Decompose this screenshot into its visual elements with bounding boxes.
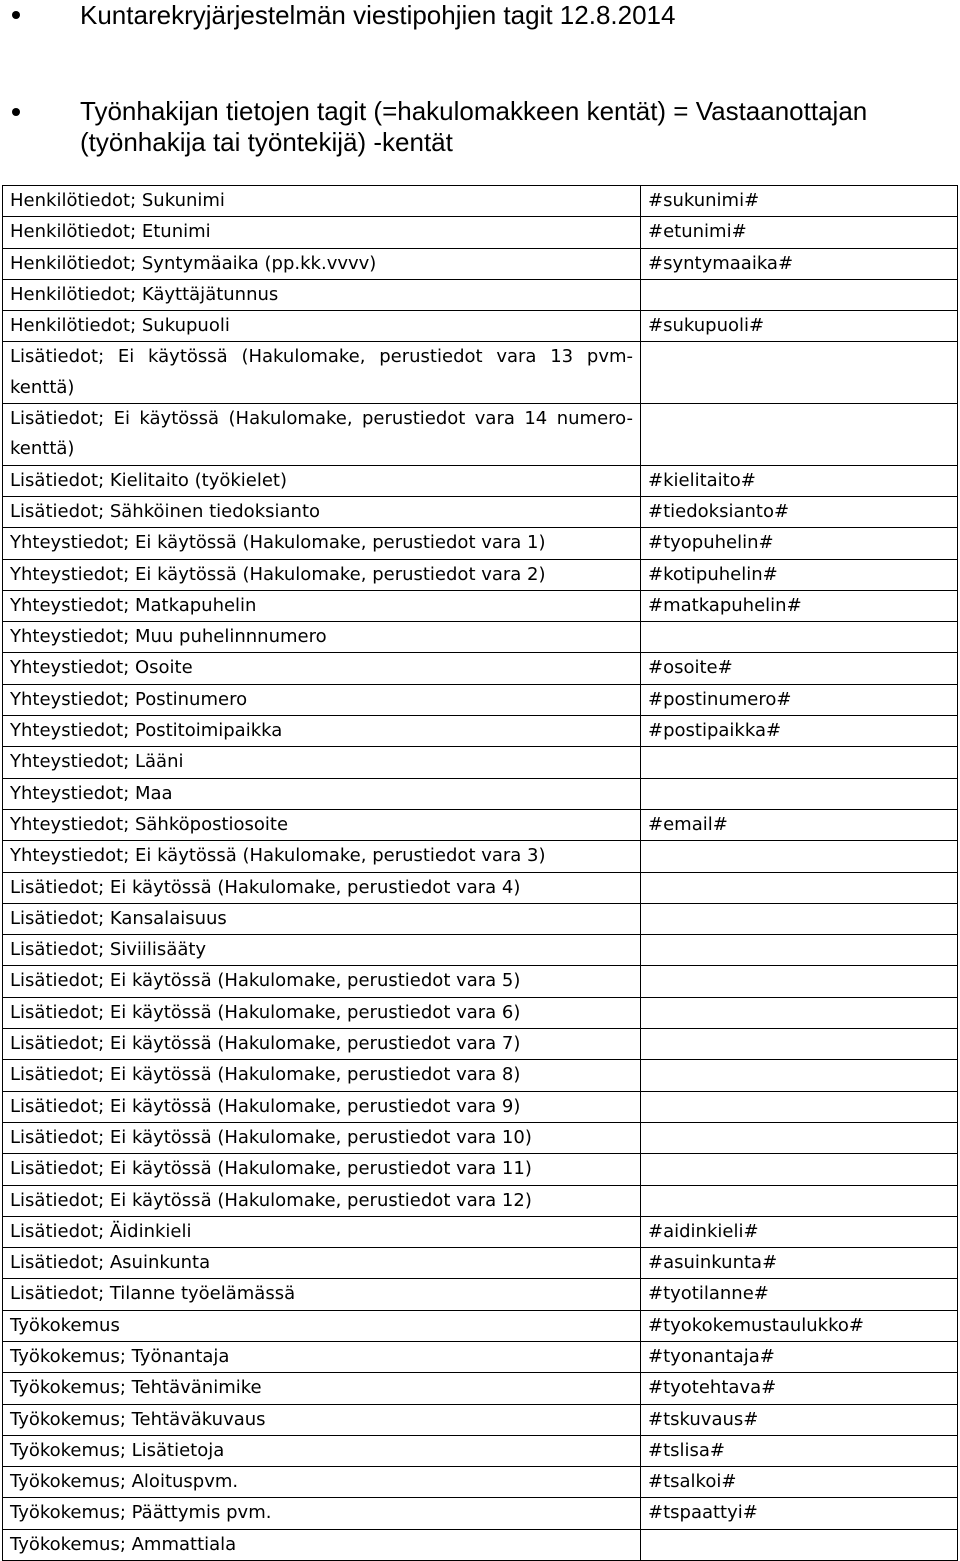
field-name-cell: Yhteystiedot; Ei käytössä (Hakulomake, perustiedot vara 3) — [3, 841, 641, 872]
table-row — [3, 1404, 958, 1435]
heading-2-text — [80, 96, 867, 158]
table-row — [3, 684, 958, 715]
table-row — [3, 809, 958, 840]
table-row — [3, 1467, 958, 1498]
table-row — [3, 1185, 958, 1216]
tag-cell: #tiedoksianto# — [641, 496, 958, 527]
field-name-cell: Lisätiedot; Kielitaito (työkielet) — [3, 465, 641, 496]
field-name-cell: Työkokemus; Työnantaja — [3, 1341, 641, 1372]
field-name-cell: Lisätiedot; Ei käytössä (Hakulomake, perustiedot vara 12) — [3, 1185, 641, 1216]
tag-cell: #tskuvaus# — [641, 1404, 958, 1435]
tag-cell — [641, 778, 958, 809]
tag-cell — [641, 1060, 958, 1091]
field-name-cell: Työkokemus; Aloituspvm. — [3, 1467, 641, 1498]
field-name-cell: Yhteystiedot; Muu puhelinnnumero — [3, 622, 641, 653]
tag-cell — [641, 404, 958, 466]
field-name-cell: Yhteystiedot; Sähköpostiosoite — [3, 809, 641, 840]
bullet-icon — [12, 11, 20, 19]
table-row — [3, 342, 958, 404]
table-row — [3, 1060, 958, 1091]
table-row — [3, 279, 958, 310]
tag-table-body — [3, 186, 958, 1561]
tag-cell: #tyokokemustaulukko# — [641, 1310, 958, 1341]
tag-cell: #postipaikka# — [641, 716, 958, 747]
bullet-icon — [12, 108, 20, 116]
field-name-cell: Henkilötiedot; Syntymäaika (pp.kk.vvvv) — [3, 248, 641, 279]
tag-cell — [641, 1091, 958, 1122]
heading-1-text: Kuntarekryjärjestelmän viestipohjien tagit 12.8.2014 — [80, 0, 676, 30]
table-row — [3, 716, 958, 747]
field-name-cell: Lisätiedot; Tilanne työelämässä — [3, 1279, 641, 1310]
field-name-cell: Lisätiedot; Ei käytössä (Hakulomake, perustiedot vara 13 pvm-kenttä) — [3, 342, 641, 404]
tag-cell — [641, 841, 958, 872]
table-row — [3, 590, 958, 621]
field-name-cell: Henkilötiedot; Sukunimi — [3, 186, 641, 217]
table-row — [3, 1498, 958, 1529]
field-name-cell: Yhteystiedot; Osoite — [3, 653, 641, 684]
tag-cell: #kotipuhelin# — [641, 559, 958, 590]
table-row — [3, 1310, 958, 1341]
table-row — [3, 966, 958, 997]
table-row — [3, 528, 958, 559]
table-row — [3, 1529, 958, 1560]
table-row — [3, 1122, 958, 1153]
tag-cell: #aidinkieli# — [641, 1216, 958, 1247]
tag-cell — [641, 1029, 958, 1060]
table-row — [3, 465, 958, 496]
field-name-cell: Lisätiedot; Ei käytössä (Hakulomake, perustiedot vara 8) — [3, 1060, 641, 1091]
heading-2-line-2: (työnhakija tai työntekijä) -kentät — [80, 127, 453, 157]
field-name-cell: Työkokemus — [3, 1310, 641, 1341]
field-name-cell: Yhteystiedot; Matkapuhelin — [3, 590, 641, 621]
tag-cell — [641, 1154, 958, 1185]
table-row — [3, 1373, 958, 1404]
field-name-cell: Yhteystiedot; Lääni — [3, 747, 641, 778]
tag-cell — [641, 279, 958, 310]
tag-cell — [641, 342, 958, 404]
table-row — [3, 622, 958, 653]
field-name-cell: Lisätiedot; Siviilisääty — [3, 935, 641, 966]
field-name-cell: Lisätiedot; Ei käytössä (Hakulomake, perustiedot vara 11) — [3, 1154, 641, 1185]
field-name-cell: Lisätiedot; Ei käytössä (Hakulomake, perustiedot vara 14 numero-kenttä) — [3, 404, 641, 466]
field-name-cell: Lisätiedot; Sähköinen tiedoksianto — [3, 496, 641, 527]
table-row — [3, 496, 958, 527]
table-row — [3, 653, 958, 684]
tag-cell: #syntymaaika# — [641, 248, 958, 279]
field-name-cell: Henkilötiedot; Sukupuoli — [3, 311, 641, 342]
table-row — [3, 217, 958, 248]
tag-cell: #tyopuhelin# — [641, 528, 958, 559]
table-row — [3, 248, 958, 279]
tag-cell — [641, 747, 958, 778]
field-name-cell: Henkilötiedot; Käyttäjätunnus — [3, 279, 641, 310]
table-row — [3, 935, 958, 966]
table-row — [3, 997, 958, 1028]
field-name-cell: Lisätiedot; Ei käytössä (Hakulomake, perustiedot vara 7) — [3, 1029, 641, 1060]
tag-cell: #sukunimi# — [641, 186, 958, 217]
table-row — [3, 1435, 958, 1466]
table-row — [3, 1248, 958, 1279]
table-row — [3, 841, 958, 872]
table-row — [3, 311, 958, 342]
tag-cell — [641, 935, 958, 966]
field-name-cell: Yhteystiedot; Ei käytössä (Hakulomake, perustiedot vara 2) — [3, 559, 641, 590]
field-name-cell: Lisätiedot; Ei käytössä (Hakulomake, perustiedot vara 4) — [3, 872, 641, 903]
table-row — [3, 747, 958, 778]
field-name-cell: Työkokemus; Ammattiala — [3, 1529, 641, 1560]
field-name-cell: Lisätiedot; Ei käytössä (Hakulomake, perustiedot vara 10) — [3, 1122, 641, 1153]
table-row — [3, 1341, 958, 1372]
table-row — [3, 1029, 958, 1060]
field-name-cell: Yhteystiedot; Postitoimipaikka — [3, 716, 641, 747]
tag-cell — [641, 1529, 958, 1560]
table-row — [3, 872, 958, 903]
tag-cell: #email# — [641, 809, 958, 840]
table-row — [3, 1154, 958, 1185]
field-name-cell: Työkokemus; Lisätietoja — [3, 1435, 641, 1466]
field-name-cell: Yhteystiedot; Ei käytössä (Hakulomake, perustiedot vara 1) — [3, 528, 641, 559]
tag-cell: #tyotilanne# — [641, 1279, 958, 1310]
field-name-cell: Lisätiedot; Äidinkieli — [3, 1216, 641, 1247]
field-name-cell: Työkokemus; Tehtäväkuvaus — [3, 1404, 641, 1435]
table-row — [3, 186, 958, 217]
tag-cell — [641, 872, 958, 903]
field-name-cell: Lisätiedot; Ei käytössä (Hakulomake, perustiedot vara 5) — [3, 966, 641, 997]
field-name-cell: Lisätiedot; Asuinkunta — [3, 1248, 641, 1279]
tag-cell — [641, 997, 958, 1028]
tag-cell — [641, 966, 958, 997]
tag-cell: #kielitaito# — [641, 465, 958, 496]
tag-cell: #etunimi# — [641, 217, 958, 248]
table-row — [3, 778, 958, 809]
table-row — [3, 1216, 958, 1247]
field-name-cell: Yhteystiedot; Maa — [3, 778, 641, 809]
tag-cell: #matkapuhelin# — [641, 590, 958, 621]
field-name-cell: Yhteystiedot; Postinumero — [3, 684, 641, 715]
tag-cell: #tyonantaja# — [641, 1341, 958, 1372]
heading-2-line-1: Työnhakijan tietojen tagit (=hakulomakkeen kentät) = Vastaanottajan — [80, 96, 868, 126]
tag-cell: #asuinkunta# — [641, 1248, 958, 1279]
field-name-cell: Lisätiedot; Kansalaisuus — [3, 903, 641, 934]
tag-cell: #postinumero# — [641, 684, 958, 715]
tag-cell — [641, 1122, 958, 1153]
table-row — [3, 903, 958, 934]
tag-cell — [641, 1185, 958, 1216]
field-name-cell: Henkilötiedot; Etunimi — [3, 217, 641, 248]
tag-cell: #osoite# — [641, 653, 958, 684]
field-name-cell: Työkokemus; Tehtävänimike — [3, 1373, 641, 1404]
tag-cell: #sukupuoli# — [641, 311, 958, 342]
tag-cell: #tslisa# — [641, 1435, 958, 1466]
table-row — [3, 559, 958, 590]
tag-table — [2, 185, 958, 1561]
tag-cell — [641, 903, 958, 934]
tag-cell: #tsalkoi# — [641, 1467, 958, 1498]
table-row — [3, 1091, 958, 1122]
table-row — [3, 1279, 958, 1310]
tag-cell — [641, 622, 958, 653]
table-row — [3, 404, 958, 466]
field-name-cell: Lisätiedot; Ei käytössä (Hakulomake, perustiedot vara 6) — [3, 997, 641, 1028]
field-name-cell: Lisätiedot; Ei käytössä (Hakulomake, perustiedot vara 9) — [3, 1091, 641, 1122]
tag-cell: #tyotehtava# — [641, 1373, 958, 1404]
tag-cell: #tspaattyi# — [641, 1498, 958, 1529]
field-name-cell: Työkokemus; Päättymis pvm. — [3, 1498, 641, 1529]
